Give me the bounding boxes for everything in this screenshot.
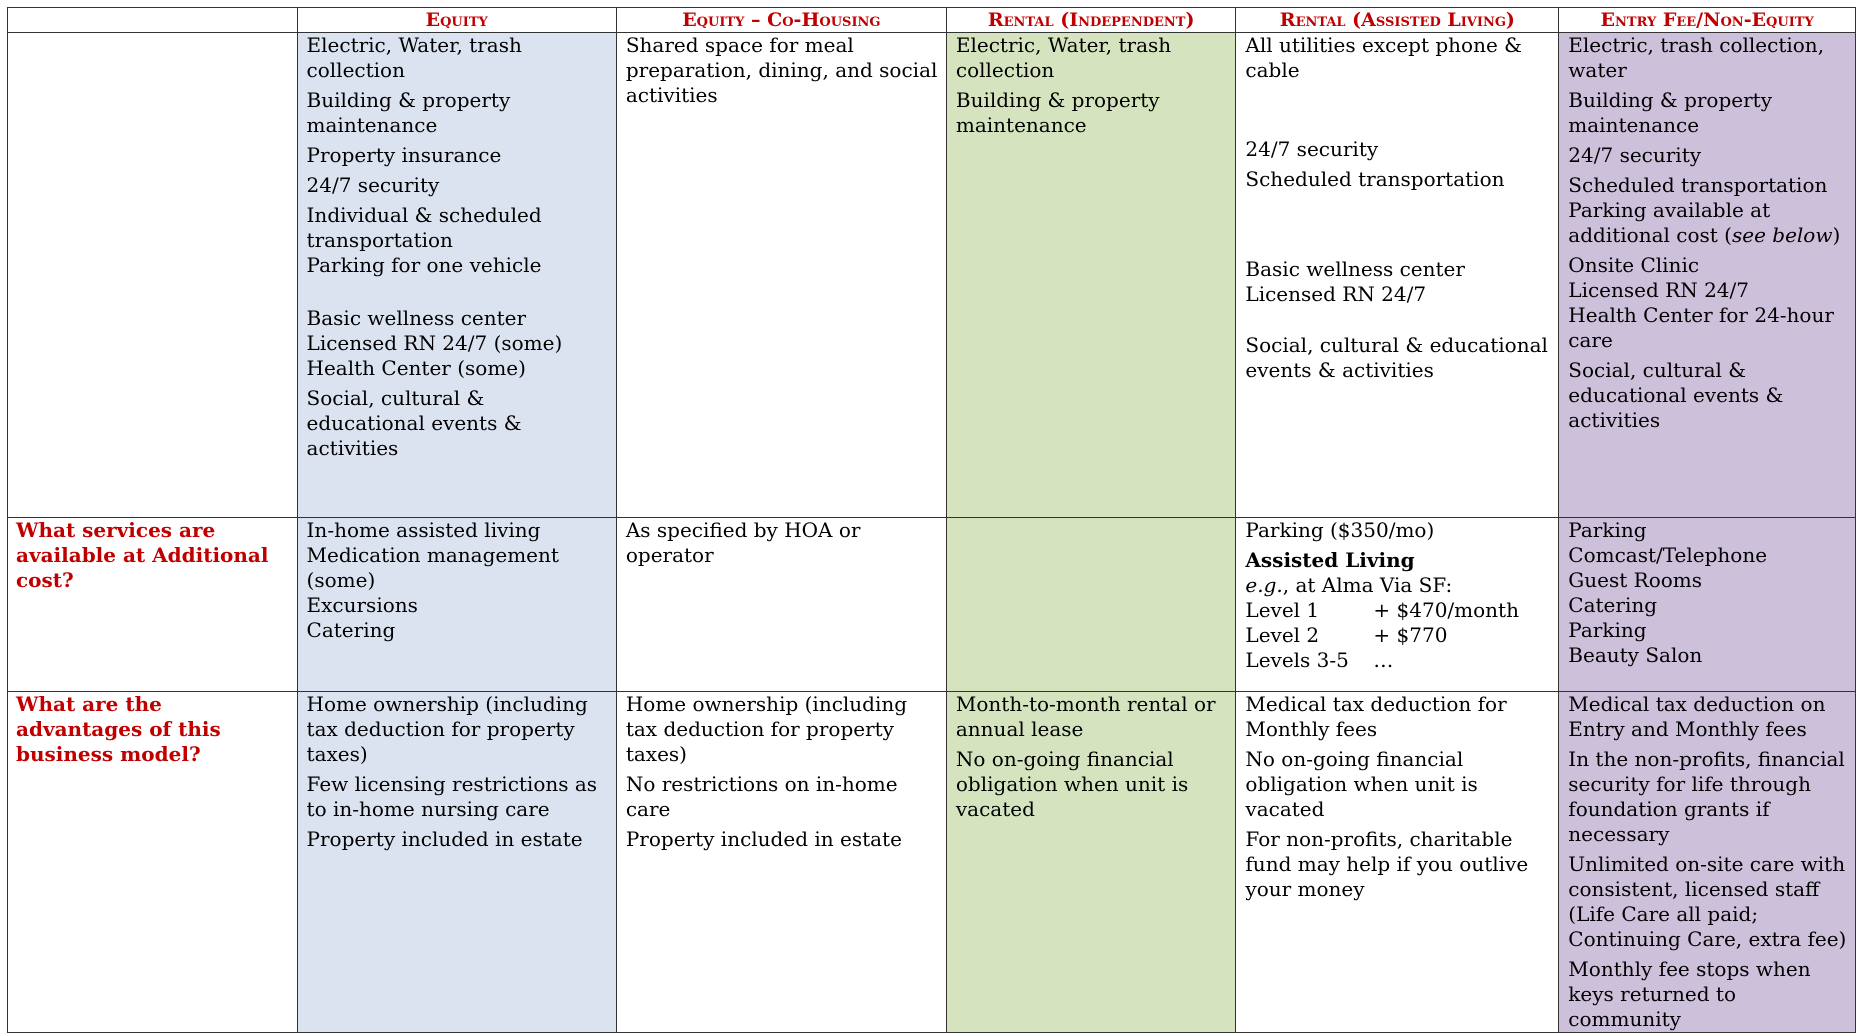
rental-ind-obligation: No on-going financial obligation when unit is vacated (955, 747, 1189, 821)
equity-rn: Licensed RN 24/7 (some) (306, 331, 563, 355)
additional-cost-row (8, 518, 1856, 692)
rental-al-level3-price: … (1373, 648, 1394, 672)
equity-social: Social, cultural & educational events & activities (306, 386, 522, 460)
entry-rn: Licensed RN 24/7 (1568, 278, 1749, 302)
entry-guest-rooms: Guest Rooms (1568, 568, 1703, 592)
rental-ind-lease: Month-to-month rental or annual lease (955, 692, 1216, 741)
entry-unlimited-care: Unlimited on-site care with consistent, licensed staff (Life Care all paid; Continuing Care, extra fee) (1568, 852, 1847, 951)
rental-al-eg: e.g. (1245, 573, 1283, 597)
equity-health: Health Center (some) (306, 356, 526, 380)
rental-al-level2-price: + $770 (1373, 623, 1448, 647)
entry-parking-post: ) (1832, 223, 1841, 247)
equity-wellness: Basic wellness center (306, 306, 527, 330)
entry-parking-extra-2: Parking (1568, 618, 1647, 642)
equity-licensing: Few licensing restrictions as to in-home nursing care (306, 772, 598, 821)
entry-comcast: Comcast/Telephone (1568, 543, 1768, 567)
row1-rental-assisted-cell (1236, 33, 1559, 518)
equity-maintenance: Building & property maintenance (306, 88, 511, 137)
equity-transport: Individual & scheduled transportation (306, 203, 542, 252)
cohousing-hoa: As specified by HOA or operator (625, 518, 861, 567)
rental-al-level2: Level 2 (1245, 623, 1320, 647)
row2-entry-fee-cell (1559, 518, 1856, 692)
rental-al-wellness: Basic wellness center (1245, 257, 1465, 281)
rental-ind-maintenance: Building & property maintenance (955, 88, 1160, 137)
entry-catering: Catering (1568, 593, 1658, 617)
row3-entry-fee-cell (1559, 692, 1856, 1033)
advantages-row (8, 692, 1856, 1033)
equity-excursions: Excursions (306, 593, 418, 617)
row1-equity-cell (297, 33, 616, 518)
row1-cohousing-cell (616, 33, 946, 518)
row2-rental-independent-cell (946, 518, 1236, 692)
rental-al-level3-row (1245, 648, 1550, 673)
equity-catering: Catering (306, 618, 396, 642)
row3-rental-assisted-cell (1236, 692, 1559, 1033)
header-entry-fee: Entry Fee/Non-Equity (1559, 8, 1856, 33)
header-cohousing: Equity – Co-Housing (616, 8, 946, 33)
rental-al-medical: Medical tax deduction for Monthly fees (1245, 692, 1507, 741)
equity-medication: Medication management (some) (306, 543, 559, 592)
header-rental-assisted: Rental (Assisted Living) (1236, 8, 1559, 33)
rental-al-transport: Scheduled transportation (1245, 167, 1505, 191)
rental-al-obligation: No on-going financial obligation when unit is vacated (1245, 747, 1478, 821)
entry-utilities: Electric, trash collection, water (1568, 33, 1825, 82)
header-equity: Equity (297, 8, 616, 33)
rental-al-charitable: For non-profits, charitable fund may help if you outlive your money (1245, 827, 1529, 901)
entry-security: 24/7 security (1568, 143, 1702, 167)
row1-rental-independent-cell (946, 33, 1236, 518)
comparison-table (7, 7, 1856, 1033)
row3-equity-cell (297, 692, 616, 1033)
cohousing-estate: Property included in estate (625, 827, 902, 851)
cohousing-ownership: Home ownership (including tax deduction for property taxes) (625, 692, 908, 766)
entry-financial-security: In the non-profits, financial security for life through foundation grants if necessary (1568, 747, 1845, 846)
equity-security: 24/7 security (306, 173, 440, 197)
equity-parking: Parking for one vehicle (306, 253, 542, 277)
entry-health: Health Center for 24-hour care (1568, 303, 1834, 352)
row3-question: What are the advantages of this business model? (8, 692, 298, 1033)
rental-ind-utilities: Electric, Water, trash collection (955, 33, 1172, 82)
cohousing-restrictions: No restrictions on in-home care (625, 772, 898, 821)
equity-utilities: Electric, Water, trash collection (306, 33, 522, 82)
equity-assisted: In-home assisted living (306, 518, 541, 542)
rental-al-social: Social, cultural & educational events & activities (1245, 333, 1548, 382)
equity-ownership: Home ownership (including tax deduction for property taxes) (306, 692, 588, 766)
row1-question (8, 33, 298, 518)
entry-parking-extra: Parking (1568, 518, 1647, 542)
entry-maintenance: Building & property maintenance (1568, 88, 1773, 137)
rental-al-level1-price: + $470/month (1373, 598, 1519, 622)
row3-rental-independent-cell (946, 692, 1236, 1033)
rental-al-level1: Level 1 (1245, 598, 1320, 622)
cohousing-shared: Shared space for meal preparation, dining, and social activities (625, 33, 938, 107)
row1-entry-fee-cell (1559, 33, 1856, 518)
entry-parking-pre: Parking available at additional cost ( (1568, 198, 1771, 247)
header-row (8, 8, 1856, 33)
header-rental-independent: Rental (Independent) (946, 8, 1236, 33)
entry-beauty-salon: Beauty Salon (1568, 643, 1703, 667)
row2-question: What services are available at Additional cost? (8, 518, 298, 692)
rental-al-level1-row (1245, 598, 1550, 623)
rental-al-eg-rest: , at Alma Via SF: (1282, 573, 1453, 597)
row2-cohousing-cell (616, 518, 946, 692)
entry-medical: Medical tax deduction on Entry and Monthly fees (1568, 692, 1826, 741)
row3-cohousing-cell (616, 692, 946, 1033)
rental-al-level3: Levels 3-5 (1245, 648, 1349, 672)
entry-transport: Scheduled transportation (1568, 173, 1828, 197)
rental-al-security: 24/7 security (1245, 137, 1379, 161)
rental-al-utilities: All utilities except phone & cable (1245, 33, 1522, 82)
row2-rental-assisted-cell (1236, 518, 1559, 692)
included-services-row (8, 33, 1856, 518)
equity-insurance: Property insurance (306, 143, 502, 167)
entry-parking-em: see below (1731, 223, 1833, 247)
entry-fee-stops: Monthly fee stops when keys returned to community (1568, 957, 1811, 1031)
entry-social: Social, cultural & educational events & activities (1568, 358, 1784, 432)
rental-al-example (1245, 573, 1550, 598)
rental-al-assisted-title: Assisted Living (1245, 548, 1415, 572)
rental-al-parking: Parking ($350/mo) (1245, 518, 1435, 542)
rental-al-level2-row (1245, 623, 1550, 648)
row2-equity-cell (297, 518, 616, 692)
header-empty (8, 8, 298, 33)
entry-parking (1568, 198, 1847, 248)
entry-clinic: Onsite Clinic (1568, 253, 1700, 277)
rental-al-rn: Licensed RN 24/7 (1245, 282, 1427, 306)
equity-estate: Property included in estate (306, 827, 583, 851)
